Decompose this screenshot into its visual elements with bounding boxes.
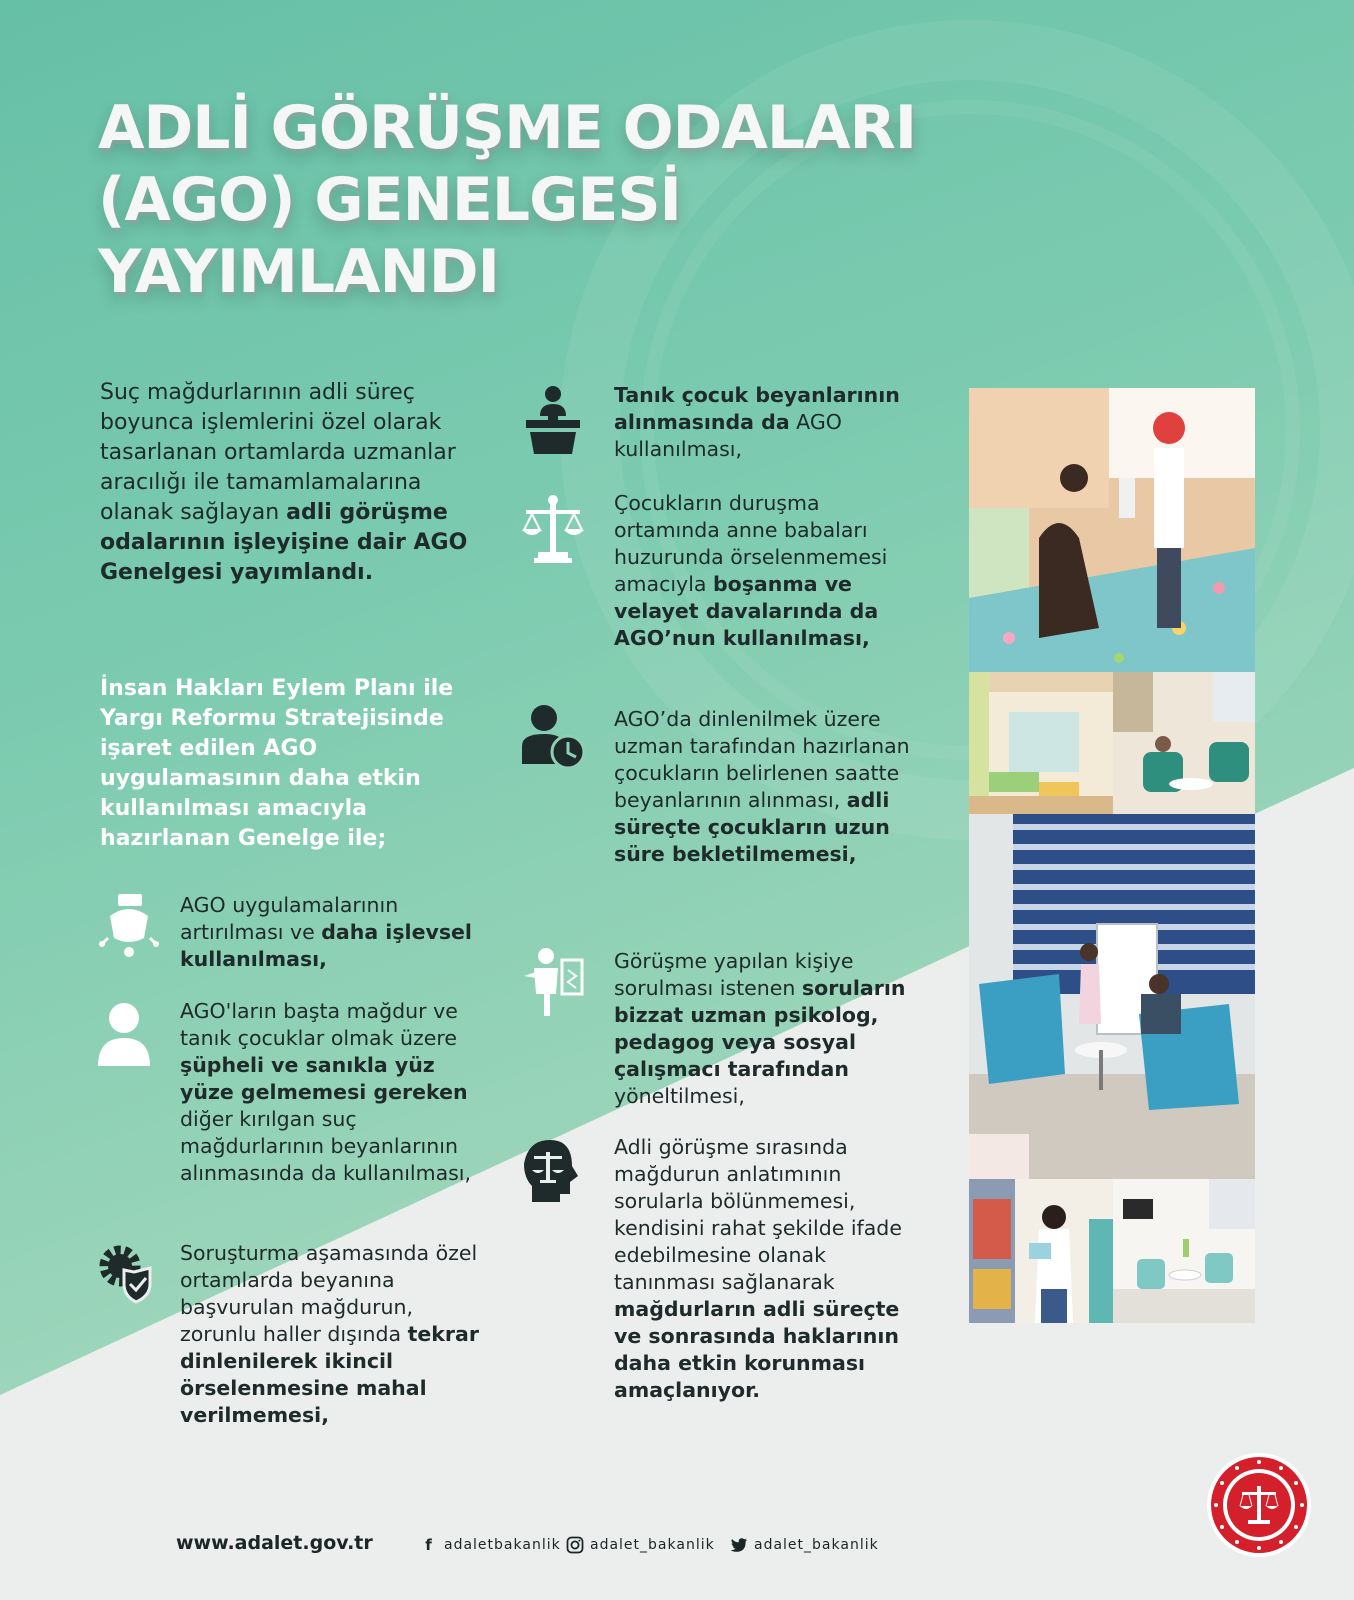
facebook-handle[interactable]: [420, 1536, 561, 1554]
gear-shield-icon: [96, 1240, 162, 1310]
instagram-label: adalet_bakanlik: [590, 1537, 715, 1553]
photo-room-2: [1113, 672, 1255, 814]
intro-paragraph: [100, 378, 500, 588]
photo-playroom: [969, 388, 1255, 672]
facebook-icon: f: [425, 1536, 433, 1554]
left-item-3: Soruşturma aşamasında özel ortamlarda beyanına başvurulan mağdurun, zorunlu haller dışında tekrar dinlenilerek ikincil örselenmesine mahal verilmemesi,: [180, 1241, 479, 1427]
title-line-2: (AGO) GENELGESİ: [98, 165, 681, 235]
left-item-1: AGO uygulamalarının artırılması ve daha işlevsel kullanılması,: [180, 893, 472, 971]
photo-collage: [969, 388, 1255, 1323]
justice-head-icon: [520, 1136, 586, 1206]
twitter-icon: [730, 1536, 748, 1554]
website-link[interactable]: www.adalet.gov.tr: [176, 1532, 373, 1554]
person-icon: [96, 1000, 162, 1070]
ministry-seal-logo: [1206, 1452, 1312, 1558]
left-item-2: AGO'ların başta mağdur ve tanık çocuklar olmak üzere şüpheli ve sanıkla yüz yüze gelmemesi gereken diğer kırılgan suç mağdurlarının beyanlarının alınmasında da kullanılması,: [180, 999, 472, 1185]
photo-reading-woman: [969, 1179, 1113, 1323]
facebook-label: adaletbakanlik: [444, 1537, 561, 1553]
photo-meeting-room: [1113, 1179, 1255, 1323]
page-title: [98, 92, 958, 308]
intro-bold: adli görüşme odalarının işleyişine dair AGO Genelgesi yayımlandı.: [100, 500, 468, 585]
speaker-icon: [96, 890, 162, 960]
podium-icon: [520, 384, 586, 454]
right-item-3: AGO’da dinlenilmek üzere uzman tarafından hazırlanan çocukların belirlenen saatte beyanlarının alınması, adli süreçte çocukların uzun süre bekletilmemesi,: [614, 707, 910, 866]
photo-room-1: [969, 672, 1113, 814]
right-item-2: Çocukların duruşma ortamında anne babaları huzurunda örselenmemesi amacıyla boşanma ve velayet davalarında da AGO’nun kullanılması,: [614, 491, 888, 650]
photo-interview-room: [969, 814, 1255, 1179]
twitter-label: adalet_bakanlik: [754, 1537, 879, 1553]
intro-plain: Suç mağdurlarının adli süreç boyunca işlemlerini özel olarak tasarlanan ortamlarda uzmanlar aracılığı ile tamamlamalarına olanak sağlayan: [100, 380, 456, 525]
scales-icon: [520, 494, 586, 564]
instagram-icon: [566, 1536, 584, 1554]
presenter-icon: [520, 946, 586, 1016]
highlight-paragraph: İnsan Hakları Eylem Planı ile Yargı Reformu Stratejisinde işaret edilen AGO uygulamasının daha etkin kullanılması amacıyla hazırlanan Genelge ile;: [100, 676, 454, 851]
twitter-handle[interactable]: [730, 1536, 879, 1554]
right-item-5: Adli görüşme sırasında mağdurun anlatımının sorularla bölünmemesi, kendisini rahat şekilde ifade edebilmesine olanak tanınması sağlanarak mağdurların adli süreçte ve sonrasında haklarının daha etkin korunması amaçlanıyor.: [614, 1135, 902, 1402]
person-clock-icon: [520, 704, 586, 774]
title-line-3: YAYIMLANDI: [98, 237, 499, 307]
right-item-1: Tanık çocuk beyanlarının alınmasında da AGO kullanılması,: [614, 383, 900, 461]
instagram-handle[interactable]: [566, 1536, 715, 1554]
title-line-1: ADLİ GÖRÜŞME ODALARI: [98, 93, 917, 163]
right-item-4: Görüşme yapılan kişiye sorulması istenen soruların bizzat uzman psikolog, pedagog veya sosyal çalışmacı tarafından yöneltilmesi,: [614, 949, 906, 1108]
